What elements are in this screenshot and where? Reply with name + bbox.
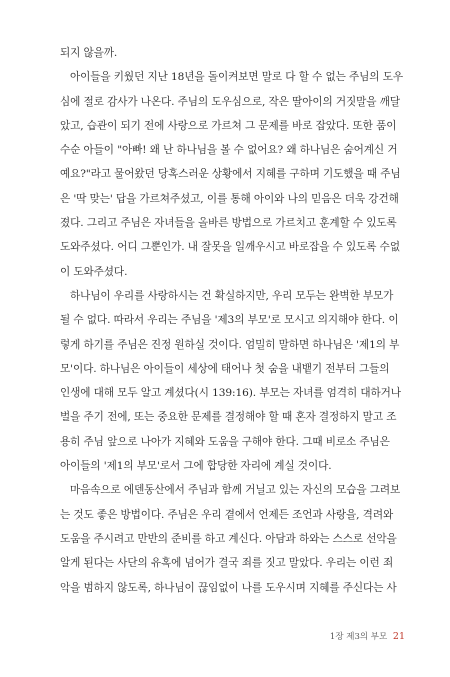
- text-line: 은 '딱 맞는' 답을 가르쳐주셨고, 이를 통해 아이와 나의 믿음은 더욱 강건해: [60, 192, 399, 205]
- chapter-label: 1장 제3의 부모: [329, 632, 388, 642]
- text-line: 도와주셨다. 어디 그뿐인가. 내 잘못을 일깨우시고 바로잡을 수 있도록 수없: [60, 241, 400, 254]
- text-line: 악을 범하지 않도록, 하나님이 끊임없이 나를 도우시며 지혜를 주신다는 사: [60, 581, 397, 594]
- text-line: 용히 주님 앞으로 나아가 지혜와 도움을 구해야 한다. 그때 비로소 주님은: [60, 435, 390, 448]
- text-line: 되지 않을까.: [60, 47, 118, 59]
- text-line: 모'이다. 하나님은 아이들이 세상에 태어나 첫 숨을 내뱉기 전부터 그들의: [60, 362, 390, 375]
- page-number: 21: [392, 631, 405, 642]
- text-line: 알게 된다는 사단의 유혹에 넘어가 결국 죄를 짓고 말았다. 우리는 이런 죄: [60, 557, 394, 570]
- text-line: 수순 아들이 "아빠! 왜 난 하나님을 볼 수 없어요? 왜 하나님은 숨어계신 거: [60, 144, 398, 157]
- text-line: 았고, 습관이 되기 전에 사랑으로 가르쳐 그 문제를 바로 잡았다. 또한 품이: [60, 119, 397, 132]
- text-line: 도움을 주시려고 만반의 준비를 하고 계신다. 아담과 하와는 스스로 선악을: [60, 532, 397, 545]
- body-text: [60, 41, 405, 600]
- text-line: 렇게 하기를 주님은 진정 원하실 것이다. 엄밀히 말하면 하나님은 '제1의 부: [60, 338, 400, 351]
- text-line: 이 도와주셨다.: [60, 265, 128, 278]
- text-line: 인생에 대해 모두 알고 계셨다(시 139:16). 부모는 자녀를 엄격히 대하거나: [60, 387, 401, 400]
- text-line: 벌을 주기 전에, 또는 중요한 문제를 결정해야 할 때 혼자 결정하지 말고 조: [60, 411, 397, 424]
- page-footer: [330, 631, 405, 643]
- text-line: 심에 절로 감사가 나온다. 주님의 도우심으로, 작은 딸아이의 거짓말을 깨달: [60, 95, 400, 108]
- text-line: 졌다. 그리고 주님은 자녀들을 올바른 방법으로 가르치고 훈계할 수 있도록: [60, 217, 397, 230]
- text-line: 될 수 없다. 따라서 우리는 주님을 '제3의 부모'로 모시고 의지해야 한다. 이: [60, 314, 399, 327]
- text-line: 예요?"라고 물어왔던 당혹스러운 상황에서 지혜를 구하며 기도했을 때 주님: [60, 168, 401, 181]
- text-line: 아이들의 '제1의 부모'로서 그에 합당한 자리에 계실 것이다.: [60, 460, 332, 473]
- text-line: 는 것도 좋은 방법이다. 주님은 우리 곁에서 언제든 조언과 사랑을, 격려와: [60, 508, 394, 521]
- text-line: 마음속으로 에덴동산에서 주님과 함께 거닐고 있는 자신의 모습을 그려보: [70, 484, 401, 497]
- text-line: 하나님이 우리를 사랑하시는 건 확실하지만, 우리 모두는 완벽한 부모가: [70, 289, 394, 302]
- text-line: 아이들을 키웠던 지난 18년을 돌이켜보면 말로 다 할 수 없는 주님의 도우: [70, 71, 403, 84]
